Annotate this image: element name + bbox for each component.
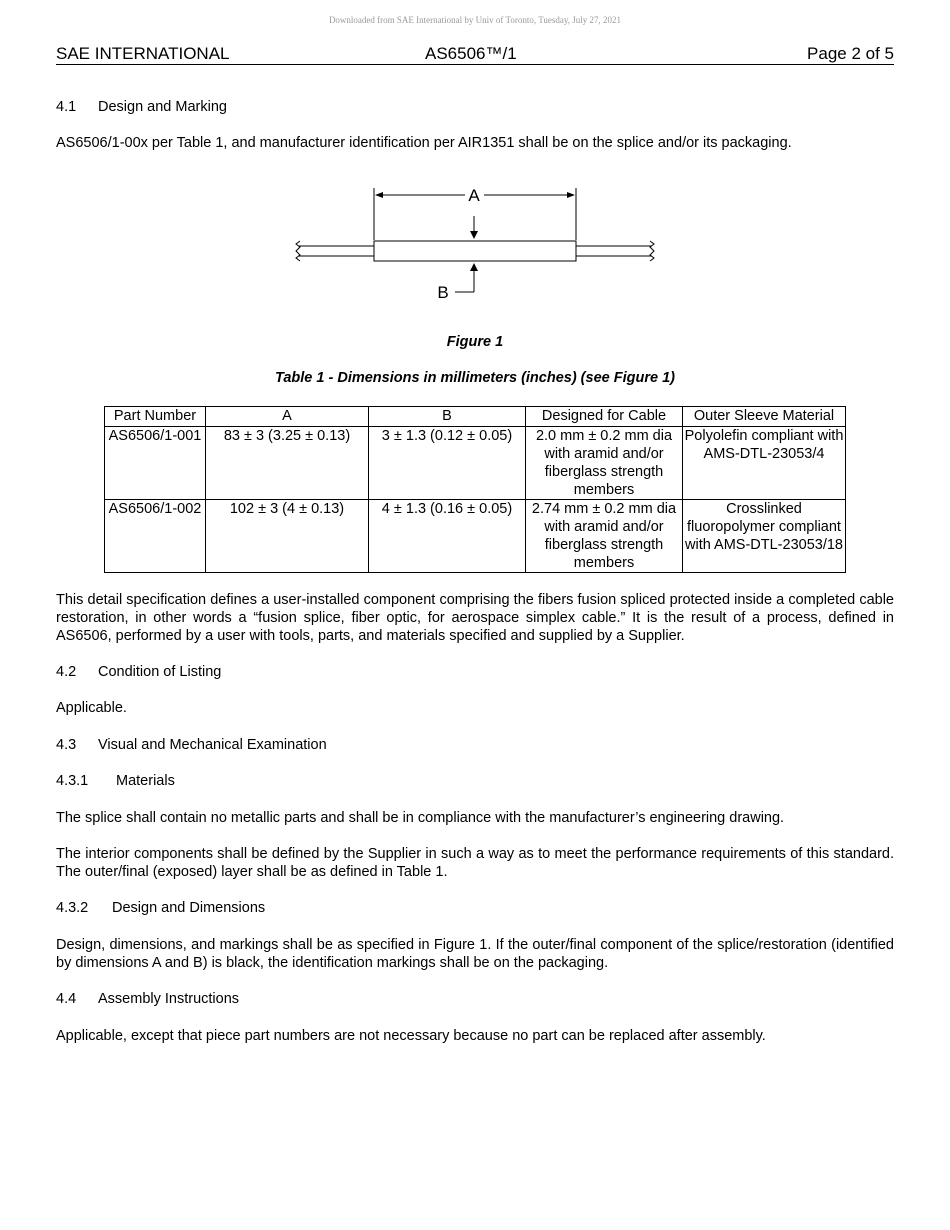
cell-dimension-a: 102 ± 3 (4 ± 0.13) [206,500,369,573]
cell-part-number: AS6506/1-001 [105,427,206,500]
cell-dimension-a: 83 ± 3 (3.25 ± 0.13) [206,427,369,500]
section-title: Visual and Mechanical Examination [98,737,327,753]
cell-part-number: AS6506/1-002 [105,500,206,573]
section-title: Assembly Instructions [98,991,240,1007]
section-number: 4.1 [56,99,77,115]
figure-1-splice-diagram [290,180,660,305]
splice-sleeve-shape [374,241,576,261]
cell-dimension-b: 4 ± 1.3 (0.16 ± 0.05) [369,500,526,573]
detail-spec-paragraph: This detail specification defines a user-installed component comprising the fibers fusion spliced protected inside a completed cable restoration, in other words a “fusion splice, fiber optic, for aerospace simplex cable.” It is the result of a process, defined in AS6506, performed by a user with tools, parts, and materials specified and supplied by a Supplier. [56,592,894,644]
table-row [105,427,846,500]
section-4-1-paragraph: AS6506/1-00x per Table 1, and manufacturer identification per AIR1351 shall be on the splice and/or its packaging. [56,135,792,151]
page-header [56,44,894,65]
section-title: Condition of Listing [98,664,222,680]
dimension-b-label: B [437,283,449,302]
top-pointer-arrow-icon [470,216,478,239]
section-title: Design and Marking [98,99,227,115]
section-4-1-heading [56,98,894,116]
cell-sleeve: Polyolefin compliant with AMS-DTL-23053/4 [683,427,846,500]
col-header-b: B [369,407,526,427]
section-4-4-paragraph: Applicable, except that piece part numbers are not necessary because no part can be replaced after assembly. [56,1028,766,1044]
dimension-b-arrow-icon [455,263,478,292]
section-number: 4.3.1 [56,773,89,789]
section-4-3-2-heading [56,899,894,917]
cell-cable: 2.74 mm ± 0.2 mm dia with aramid and/or fiberglass strength members [526,500,683,573]
section-title: Materials [116,773,175,789]
figure-1-caption: Figure 1 [446,334,504,350]
section-4-3-heading [56,736,894,754]
col-header-cable: Designed for Cable [526,407,683,427]
download-watermark: Downloaded from SAE International by Univ of Toronto, Tuesday, July 27, 2021 [328,15,622,25]
section-4-4-heading [56,990,894,1008]
section-title: Design and Dimensions [112,900,266,916]
col-header-part-number: Part Number [105,407,206,427]
col-header-a: A [206,407,369,427]
dimensions-table [104,406,846,573]
cell-sleeve: Crosslinked fluoropolymer compliant with AMS-DTL-23053/18 [683,500,846,573]
section-4-2-paragraph: Applicable. [56,700,127,716]
table-header-row [105,407,846,427]
header-page-number: Page 2 of 5 [807,44,894,63]
cable-left-icon [296,241,374,261]
section-4-3-2-paragraph: Design, dimensions, and markings shall be as specified in Figure 1. If the outer/final component of the splice/restoration (identified by dimensions A and B) is black, the identification markings shall be on the packaging. [56,937,894,971]
dimension-a-label: A [468,186,480,205]
cell-dimension-b: 3 ± 1.3 (0.12 ± 0.05) [369,427,526,500]
table-1-caption: Table 1 - Dimensions in millimeters (inches) (see Figure 1) [275,370,675,386]
section-4-3-1-paragraph-1: The splice shall contain no metallic parts and shall be in compliance with the manufacturer’s engineering drawing. [56,810,785,826]
section-number: 4.3.2 [56,900,89,916]
header-doc-number: AS6506™/1 [425,44,517,63]
cable-right-icon [576,241,654,261]
section-4-3-1-heading [56,772,894,790]
section-number: 4.3 [56,737,77,753]
section-number: 4.2 [56,664,77,680]
cell-cable: 2.0 mm ± 0.2 mm dia with aramid and/or fiberglass strength members [526,427,683,500]
col-header-sleeve: Outer Sleeve Material [683,407,846,427]
table-row [105,500,846,573]
section-number: 4.4 [56,991,77,1007]
section-4-2-heading [56,663,894,681]
section-4-3-1-paragraph-2: The interior components shall be defined by the Supplier in such a way as to meet the performance requirements of this standard. The outer/final (exposed) layer shall be as defined in Table 1. [56,846,894,880]
header-org: SAE INTERNATIONAL [56,44,230,63]
